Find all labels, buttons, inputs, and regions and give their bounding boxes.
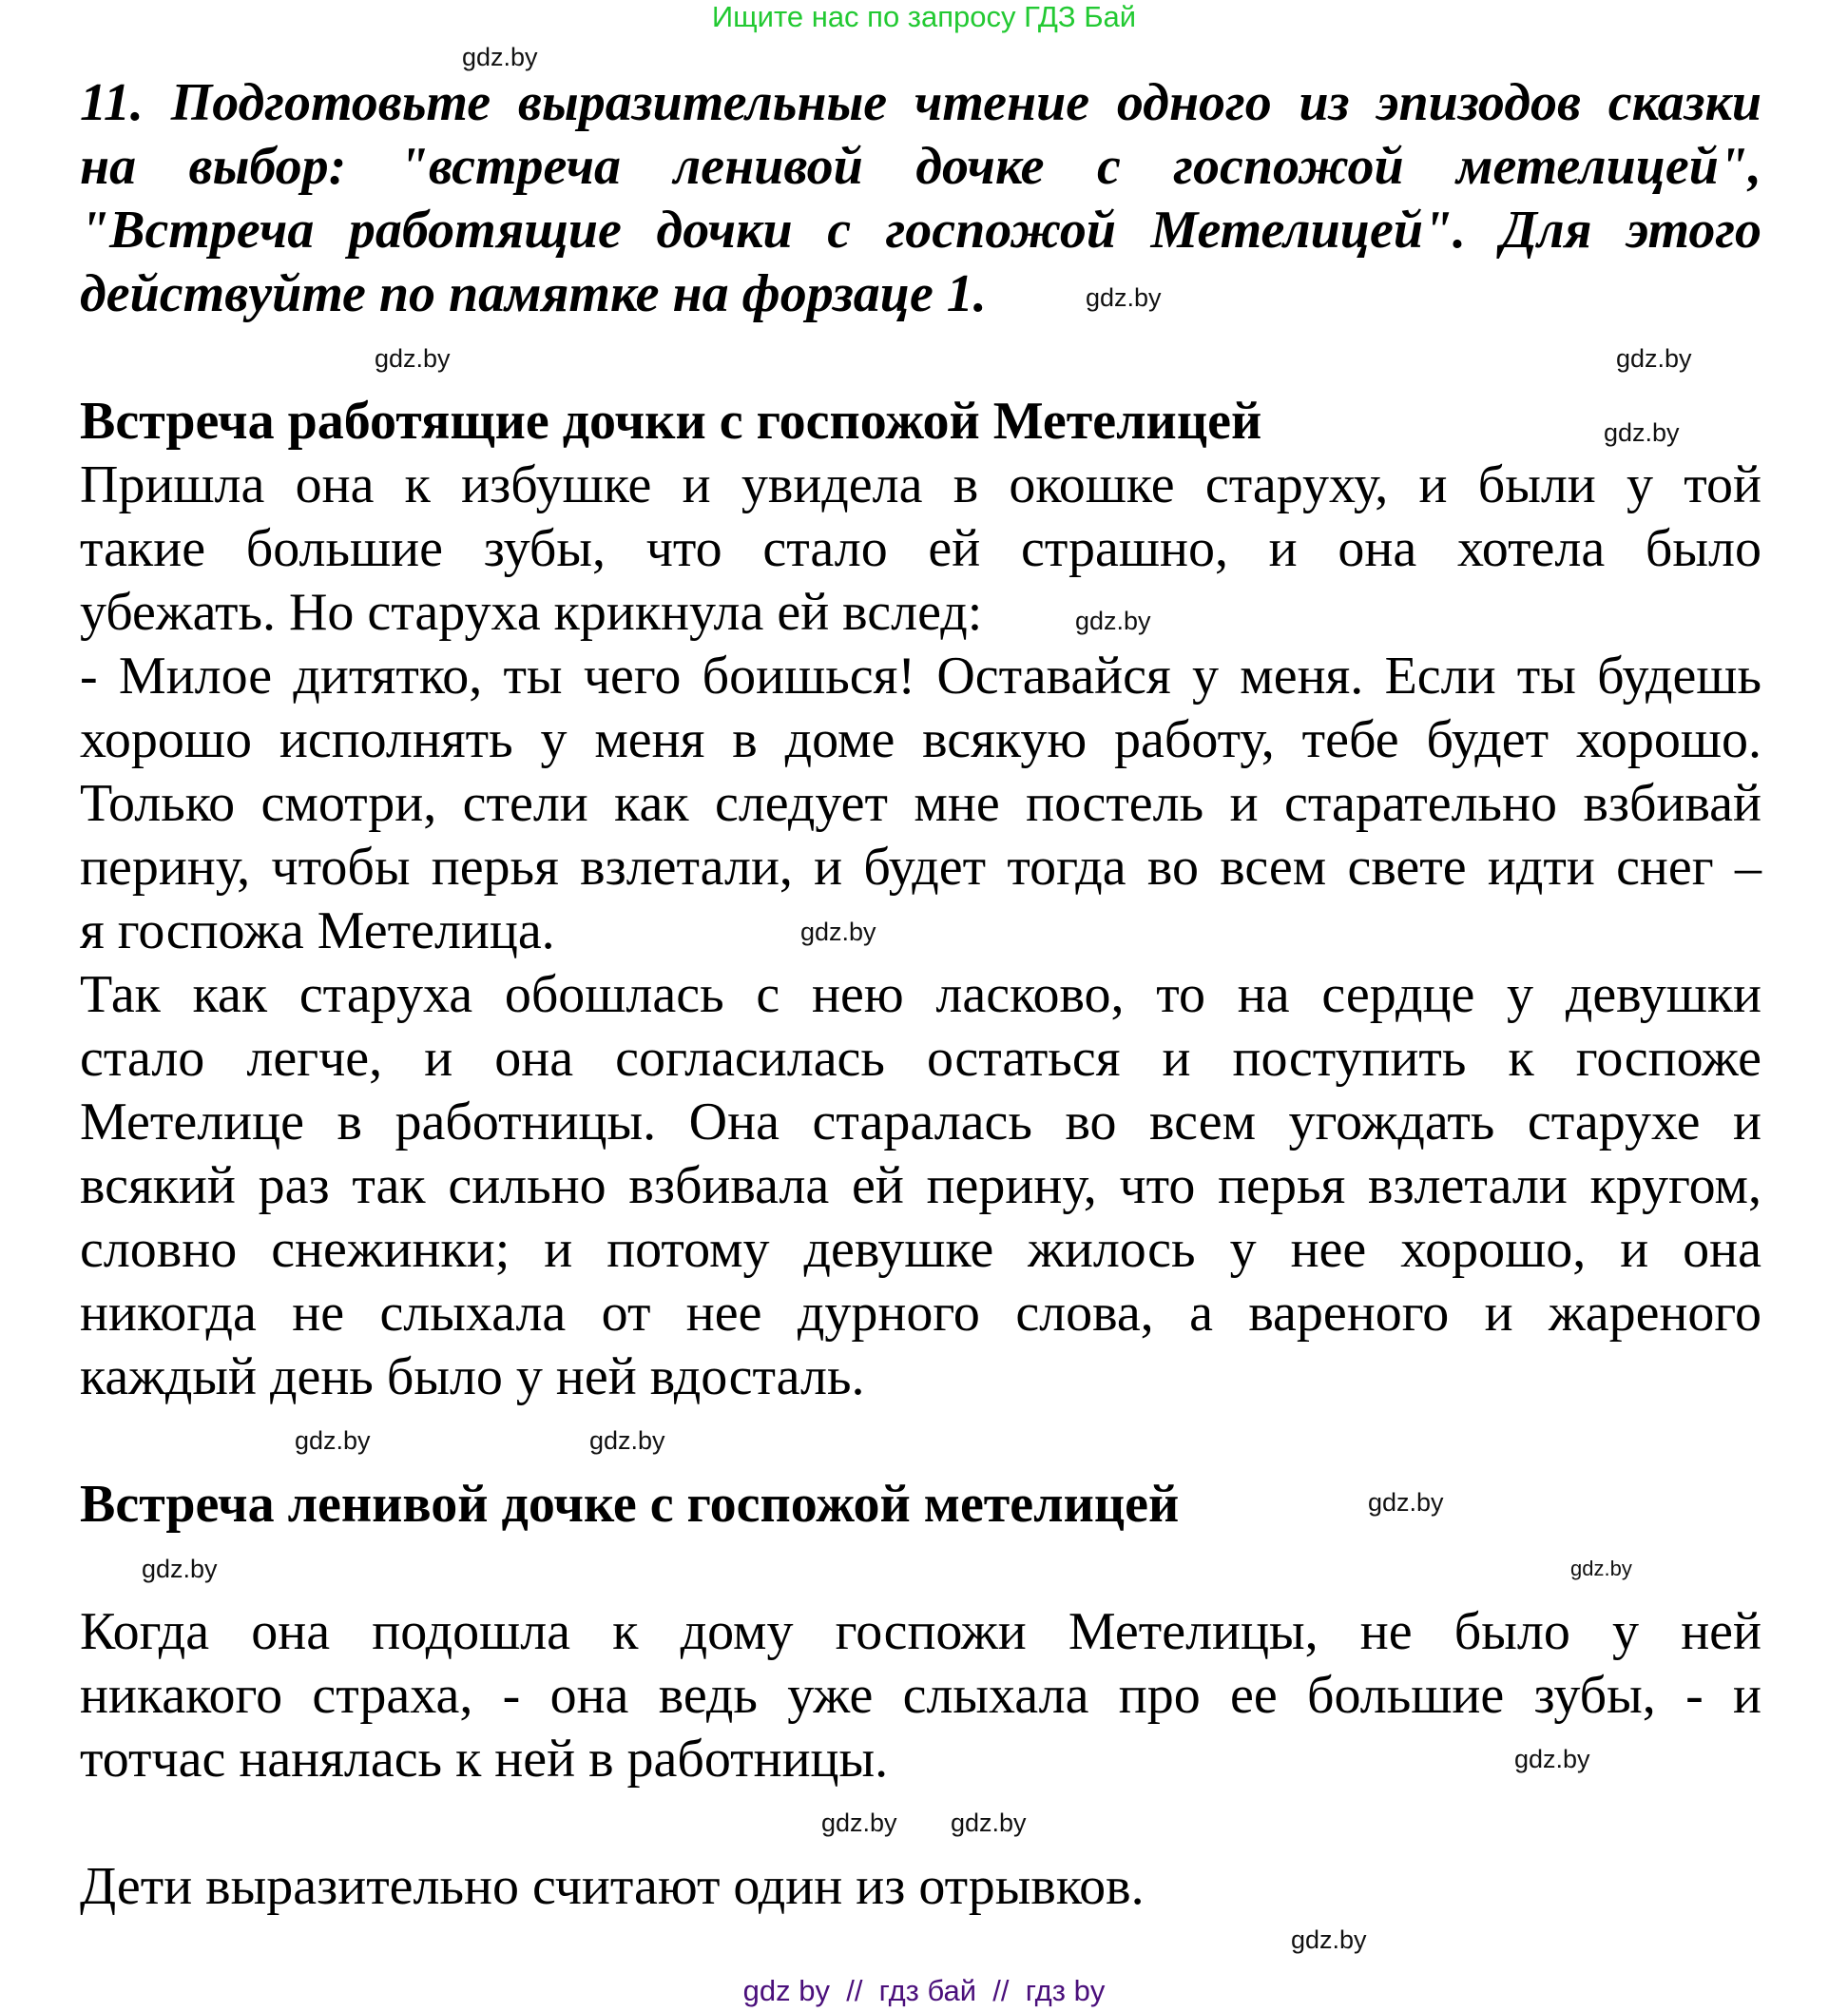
- text-line: стало легче, и она согласилась остаться и поступить к госпоже: [80, 1029, 1761, 1088]
- watermark: gdz.by: [1075, 607, 1151, 635]
- task-title-line: 11. Подготовьте выразительные чтение одного из эпизодов сказки: [80, 73, 1761, 132]
- footer-links: gdz by // гдз бай // гдз by: [742, 1974, 1106, 2007]
- text-line: Метелице в работницы. Она старалась во всем угождать старухе и: [80, 1093, 1761, 1151]
- watermark: gdz.by: [821, 1809, 897, 1837]
- search-banner: Ищите нас по запросу ГДЗ Бай: [711, 0, 1137, 33]
- text-line: никогда не слыхала от нее дурного слова, а вареного и жареного: [80, 1284, 1761, 1343]
- task-title-line: на выбор: "встреча ленивой дочке с госпожой метелицей",: [80, 137, 1761, 196]
- watermark: gdz.by: [1291, 1925, 1367, 1954]
- watermark: gdz.by: [800, 918, 876, 946]
- text-line: каждый день было у ней вдосталь.: [80, 1347, 865, 1406]
- watermark: gdz.by: [142, 1555, 218, 1583]
- text-line: Пришла она к избушке и увидела в окошке старуху, и были у той: [80, 455, 1761, 514]
- text-line: - Милое дитятко, ты чего боишься! Оставайся у меня. Если ты будешь: [80, 647, 1761, 706]
- watermark: gdz.by: [1616, 344, 1692, 373]
- task-title-line: действуйте по памятке на форзаце 1.: [80, 264, 987, 323]
- watermark: gdz.by: [295, 1426, 371, 1455]
- watermark: gdz.by: [1604, 418, 1680, 447]
- section-heading: Встреча ленивой дочке с госпожой метелицей: [80, 1475, 1180, 1534]
- text-line: хорошо исполнять у меня в доме всякую работу, тебе будет хорошо.: [80, 710, 1761, 769]
- watermark: gdz.by: [1368, 1488, 1444, 1517]
- watermark: gdz.by: [1514, 1745, 1590, 1773]
- watermark: gdz.by: [951, 1809, 1027, 1837]
- text-line: такие большие зубы, что стало ей страшно, и она хотела было: [80, 519, 1761, 578]
- text-line: перину, чтобы перья взлетали, и будет тогда во всем свете идти снег –: [80, 838, 1761, 897]
- text-line: Так как старуха обошлась с нею ласково, то на сердце у девушки: [80, 965, 1761, 1024]
- blank-line: [80, 1791, 1761, 1855]
- watermark: gdz.by: [589, 1426, 665, 1455]
- text-line: тотчас нанялась к ней в работницы.: [80, 1730, 889, 1789]
- task-title-line: "Встреча работящие дочки с госпожой Метелицей". Для этого: [80, 201, 1761, 260]
- blank-line: [80, 1537, 1761, 1600]
- document-body: [80, 71, 1761, 1919]
- watermark: gdz.by: [1086, 283, 1162, 312]
- text-line: Только смотри, стели как следует мне постель и старательно взбивай: [80, 774, 1761, 833]
- watermark: gdz.by: [1570, 1557, 1632, 1580]
- text-line: я госпожа Метелица.: [80, 901, 555, 960]
- section-heading: Встреча работящие дочки с госпожой Метелицей: [80, 392, 1262, 451]
- blank-line: [80, 326, 1761, 390]
- text-line: всякий раз так сильно взбивала ей перину, что перья взлетали кругом,: [80, 1156, 1761, 1215]
- text-line: убежать. Но старуха крикнула ей вслед:: [80, 583, 983, 642]
- text-line: никакого страха, - она ведь уже слыхала про ее большие зубы, - и: [80, 1666, 1761, 1725]
- text-line: Дети выразительно считают один из отрывков.: [80, 1857, 1145, 1916]
- watermark: gdz.by: [462, 43, 538, 71]
- text-line: словно снежинки; и потому девушке жилось у нее хорошо, и она: [80, 1220, 1761, 1279]
- text-line: Когда она подошла к дому госпожи Метелицы, не было у ней: [80, 1602, 1761, 1661]
- watermark: gdz.by: [375, 344, 451, 373]
